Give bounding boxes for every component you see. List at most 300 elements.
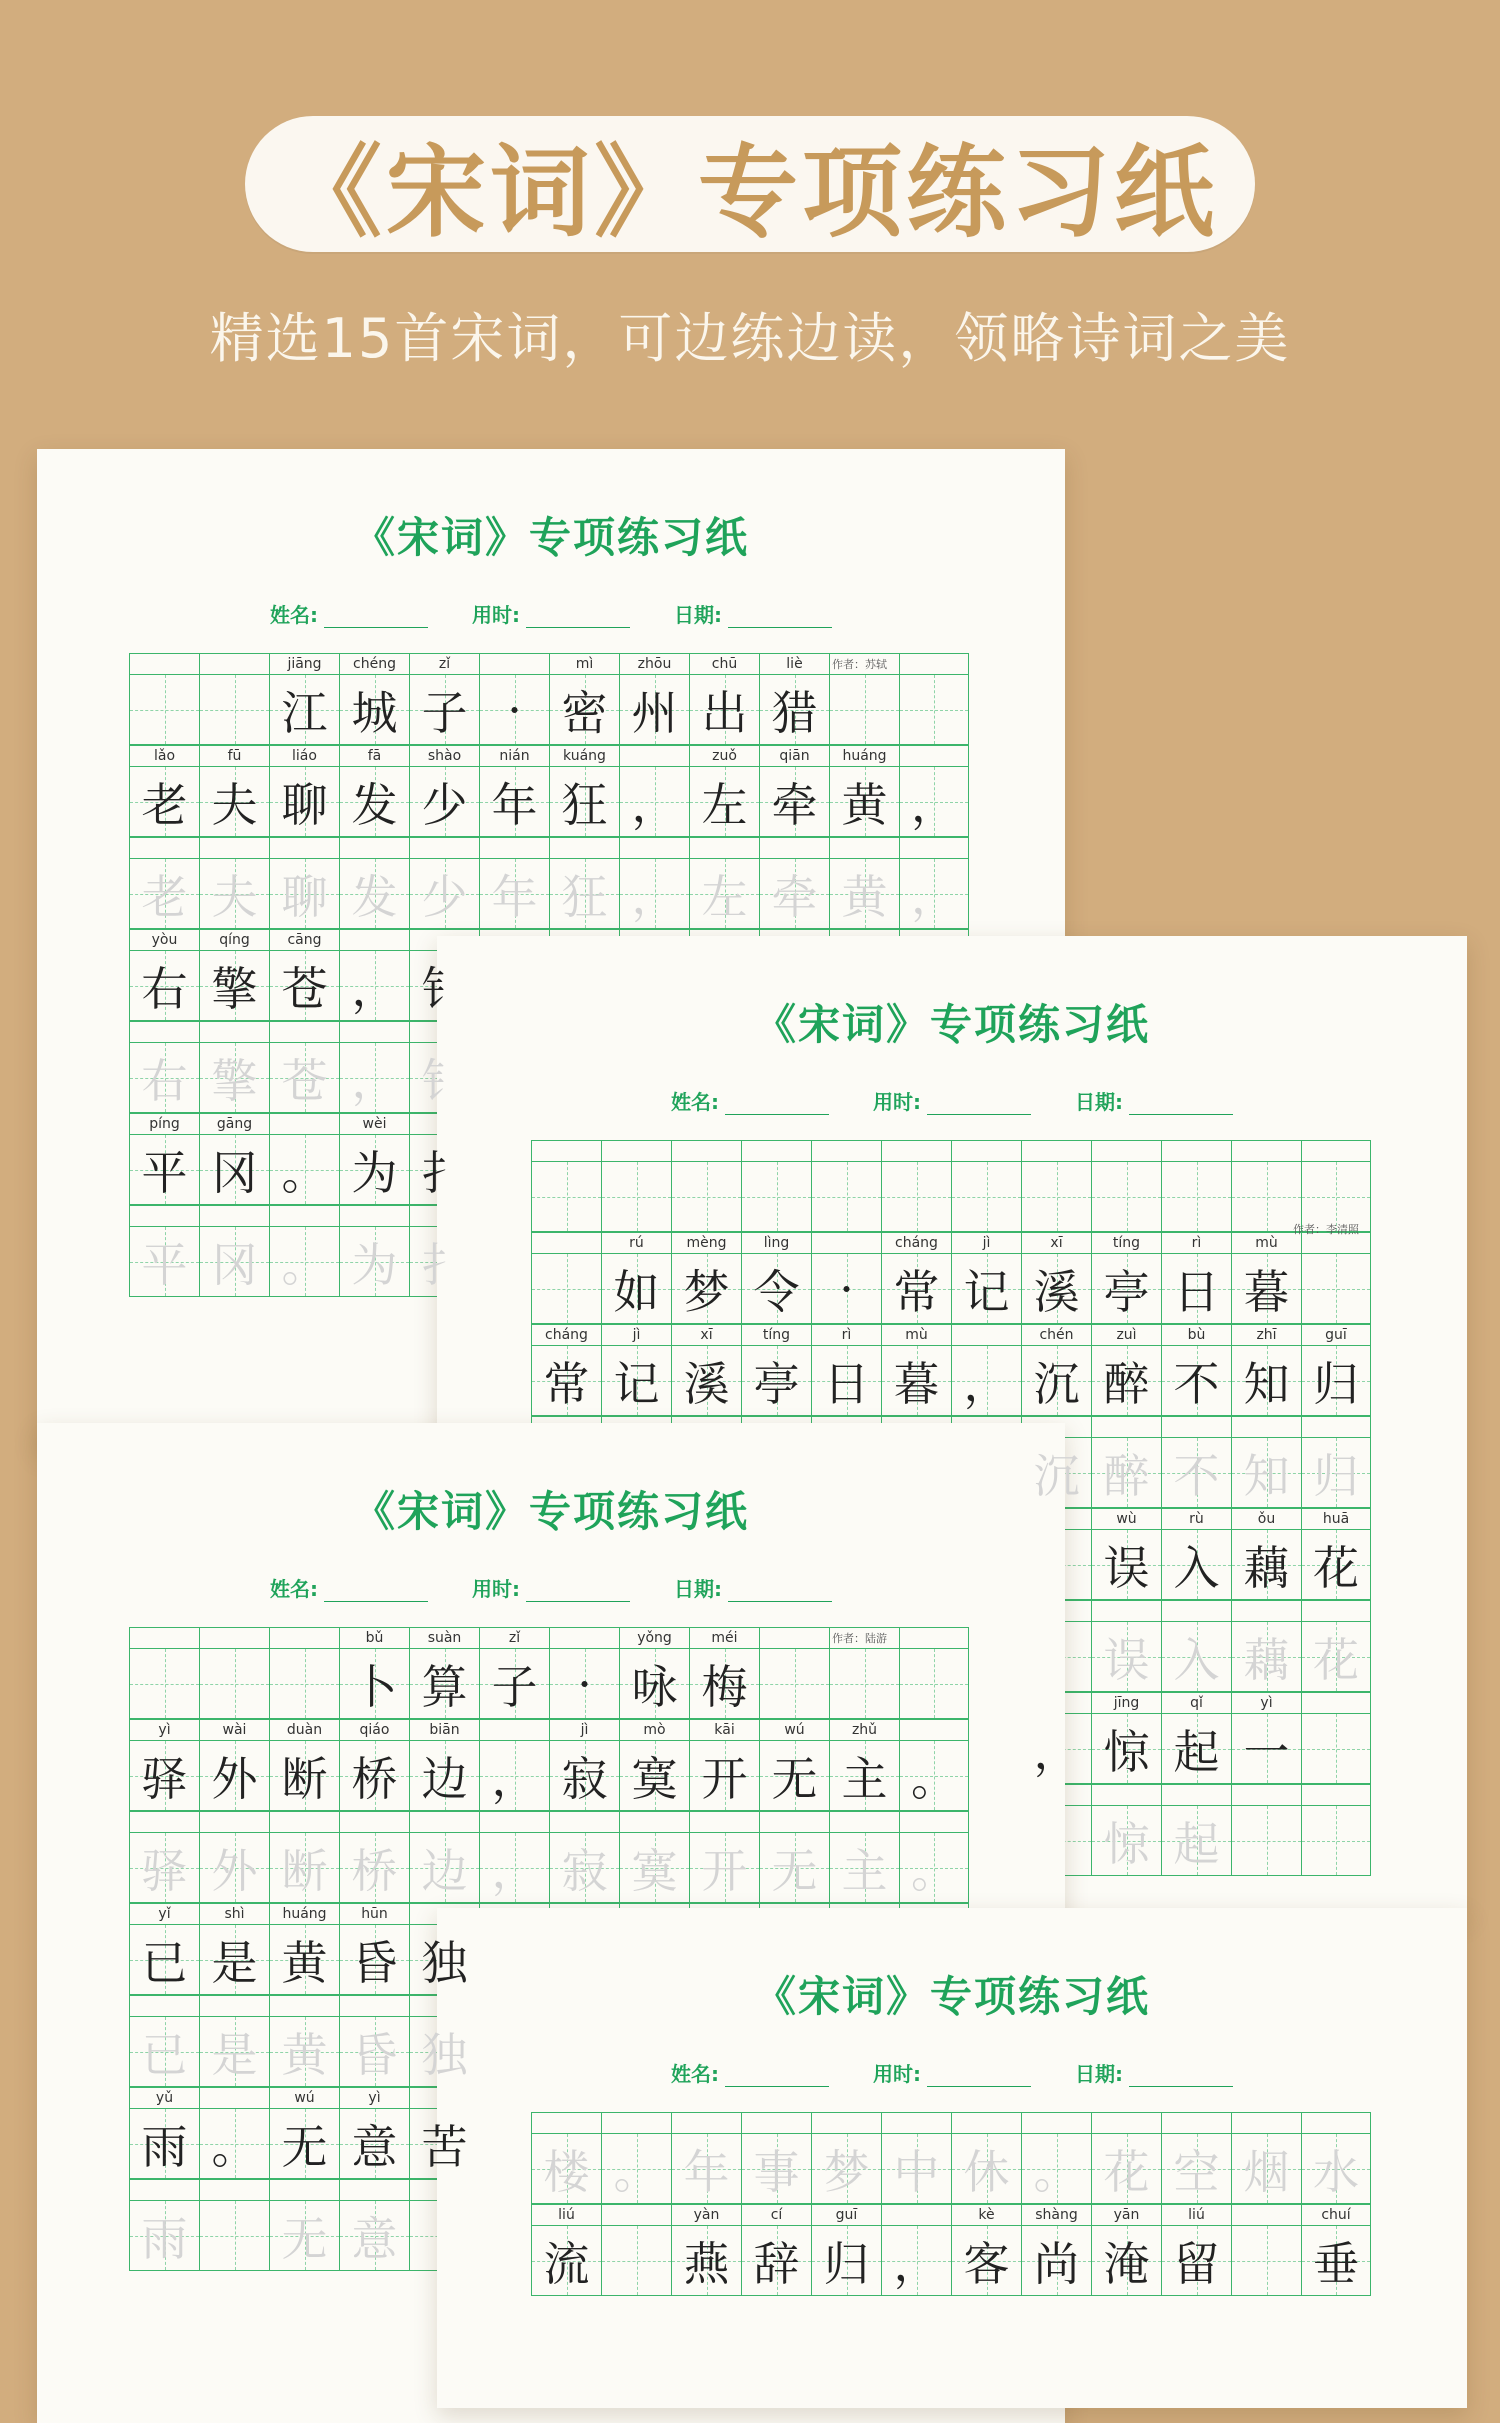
- character-cell[interactable]: [671, 1254, 741, 1324]
- character-cell[interactable]: [409, 675, 479, 745]
- tracing-cell[interactable]: [1301, 1438, 1371, 1508]
- character-cell[interactable]: [199, 1925, 269, 1995]
- pinyin-cell: [1161, 1140, 1231, 1162]
- character-cell[interactable]: [689, 1649, 759, 1719]
- tracing-cell[interactable]: [1301, 2134, 1371, 2204]
- tracing-cell[interactable]: [1091, 1622, 1161, 1692]
- tracing-cell[interactable]: [199, 1227, 269, 1297]
- character-cell[interactable]: [1301, 1254, 1371, 1324]
- character-glyph: 不: [1173, 1448, 1220, 1503]
- pinyin-cell: [601, 2204, 671, 2226]
- character-cell[interactable]: [1021, 1162, 1091, 1232]
- tracing-cell[interactable]: [479, 859, 549, 929]
- tracing-cell[interactable]: [339, 859, 409, 929]
- character-cell[interactable]: [199, 2109, 269, 2179]
- tracing-cell[interactable]: [689, 1833, 759, 1903]
- character-cell[interactable]: [759, 1741, 829, 1811]
- character-cell[interactable]: [129, 1925, 199, 1995]
- pinyin-cell: [479, 1719, 549, 1741]
- character-glyph: 不: [1173, 1356, 1220, 1411]
- character-glyph: 意: [351, 2119, 398, 2174]
- tracing-cell[interactable]: [1161, 1622, 1231, 1692]
- character-glyph: 驿: [141, 1751, 188, 1806]
- date-field[interactable]: 日期:: [674, 1573, 832, 1602]
- character-cell[interactable]: [269, 2109, 339, 2179]
- time-field[interactable]: 用时:: [472, 1573, 630, 1602]
- pinyin-cell: shì: [199, 1903, 269, 1925]
- pinyin-row: [531, 2112, 1371, 2134]
- character-glyph: 雨: [141, 2119, 188, 2174]
- character-cell[interactable]: [671, 1346, 741, 1416]
- character-cell[interactable]: [1231, 1714, 1301, 1784]
- tracing-cell[interactable]: [689, 859, 759, 929]
- character-row: [129, 859, 969, 929]
- character-cell[interactable]: [1091, 1162, 1161, 1232]
- tracing-cell[interactable]: [881, 2134, 951, 2204]
- character-glyph: 藕: [1243, 1632, 1290, 1687]
- tracing-cell[interactable]: [129, 1833, 199, 1903]
- character-cell[interactable]: [531, 2226, 601, 2296]
- tracing-cell[interactable]: [409, 859, 479, 929]
- character-cell[interactable]: [1231, 1346, 1301, 1416]
- pinyin-cell: [129, 1205, 199, 1227]
- tracing-cell[interactable]: [199, 1833, 269, 1903]
- pinyin-cell: [759, 837, 829, 859]
- pinyin-cell: [619, 837, 689, 859]
- character-row: [129, 1649, 969, 1719]
- character-cell[interactable]: [531, 1162, 601, 1232]
- character-cell[interactable]: [479, 1741, 549, 1811]
- tracing-cell[interactable]: [129, 1043, 199, 1113]
- name-field[interactable]: 姓名:: [671, 1086, 829, 1115]
- tracing-cell[interactable]: [531, 2134, 601, 2204]
- pinyin-cell: bù: [1161, 1324, 1231, 1346]
- character-cell[interactable]: [811, 1346, 881, 1416]
- character-cell[interactable]: [129, 951, 199, 1021]
- pinyin-cell: [199, 2179, 269, 2201]
- character-cell[interactable]: [129, 1649, 199, 1719]
- character-glyph: 溪: [1033, 1264, 1080, 1319]
- pinyin-cell: huáng: [829, 745, 899, 767]
- sheet-meta: [37, 1573, 1065, 1602]
- character-glyph: 辞: [753, 2236, 800, 2291]
- character-cell[interactable]: [951, 1346, 1021, 1416]
- tracing-cell[interactable]: [129, 2017, 199, 2087]
- pinyin-cell: [1091, 1140, 1161, 1162]
- tracing-cell[interactable]: [199, 859, 269, 929]
- pinyin-cell: jīng: [1091, 1692, 1161, 1714]
- character-cell[interactable]: [619, 1649, 689, 1719]
- character-glyph: ，: [963, 1356, 1010, 1411]
- character-cell[interactable]: [1231, 1530, 1301, 1600]
- character-cell[interactable]: [829, 1649, 899, 1719]
- character-cell[interactable]: [1161, 1162, 1231, 1232]
- character-cell[interactable]: [881, 1254, 951, 1324]
- character-glyph: ，: [351, 961, 398, 1016]
- character-cell[interactable]: [829, 767, 899, 837]
- character-cell[interactable]: [1091, 1346, 1161, 1416]
- tracing-cell[interactable]: [1231, 1438, 1301, 1508]
- author-label: 作者：李清照: [1293, 1223, 1359, 1236]
- pinyin-cell: xī: [671, 1324, 741, 1346]
- name-field[interactable]: 姓名:: [270, 1573, 428, 1602]
- character-cell[interactable]: [269, 1649, 339, 1719]
- pinyin-cell: [1161, 1600, 1231, 1622]
- character-cell[interactable]: [759, 767, 829, 837]
- tracing-cell[interactable]: [619, 859, 689, 929]
- character-cell[interactable]: [601, 1346, 671, 1416]
- tracing-cell[interactable]: [339, 2201, 409, 2271]
- character-cell[interactable]: [881, 2226, 951, 2296]
- character-row: [531, 2134, 1371, 2204]
- character-glyph: 。: [1033, 2144, 1080, 2199]
- tracing-cell[interactable]: [1301, 1622, 1371, 1692]
- character-row: [129, 767, 969, 837]
- character-cell[interactable]: [479, 1649, 549, 1719]
- tracing-cell[interactable]: [829, 1833, 899, 1903]
- character-cell[interactable]: [741, 1254, 811, 1324]
- tracing-cell[interactable]: [269, 1833, 339, 1903]
- pinyin-row: [129, 837, 969, 859]
- character-glyph: 。: [281, 1237, 328, 1292]
- character-cell[interactable]: [549, 1649, 619, 1719]
- character-cell[interactable]: [1301, 1530, 1371, 1600]
- character-cell[interactable]: [339, 767, 409, 837]
- character-cell[interactable]: [199, 1741, 269, 1811]
- pinyin-cell: tíng: [741, 1324, 811, 1346]
- name-field[interactable]: 姓名:: [270, 599, 428, 628]
- tracing-cell[interactable]: [199, 2017, 269, 2087]
- pinyin-cell: [129, 2179, 199, 2201]
- pinyin-cell: qíng: [199, 929, 269, 951]
- date-field[interactable]: 日期:: [1075, 1086, 1233, 1115]
- character-cell[interactable]: [269, 1925, 339, 1995]
- pinyin-cell: cāng: [269, 929, 339, 951]
- pinyin-cell: [199, 1021, 269, 1043]
- pinyin-cell: mù: [1231, 1232, 1301, 1254]
- character-cell[interactable]: [129, 767, 199, 837]
- character-glyph: 主: [841, 1843, 888, 1898]
- pinyin-cell: bǔ: [339, 1627, 409, 1649]
- character-glyph: 发: [351, 777, 398, 832]
- character-cell[interactable]: [671, 2226, 741, 2296]
- character-cell[interactable]: [549, 675, 619, 745]
- character-cell[interactable]: [741, 1346, 811, 1416]
- character-cell[interactable]: [899, 1649, 969, 1719]
- time-field[interactable]: 用时:: [472, 599, 630, 628]
- pinyin-cell: [899, 1811, 969, 1833]
- pinyin-cell: [339, 1021, 409, 1043]
- character-cell[interactable]: [199, 675, 269, 745]
- character-glyph: 密: [561, 685, 608, 740]
- character-glyph: 咏: [631, 1659, 678, 1714]
- time-field[interactable]: 用时:: [873, 2058, 1031, 2087]
- tracing-cell[interactable]: [269, 1043, 339, 1113]
- pinyin-cell: yòu: [129, 929, 199, 951]
- tracing-cell[interactable]: [1161, 1438, 1231, 1508]
- character-cell[interactable]: [601, 1162, 671, 1232]
- sheet-title: 《宋词》专项练习纸: [753, 1972, 1150, 2021]
- pinyin-cell: [1021, 2112, 1091, 2134]
- character-cell[interactable]: [1301, 1714, 1371, 1784]
- tracing-cell[interactable]: [339, 1043, 409, 1113]
- tracing-cell[interactable]: [811, 2134, 881, 2204]
- character-cell[interactable]: [531, 1254, 601, 1324]
- character-glyph: 为: [351, 1145, 398, 1200]
- character-glyph: 无: [771, 1751, 818, 1806]
- character-cell[interactable]: [1091, 1530, 1161, 1600]
- pinyin-cell: [951, 2112, 1021, 2134]
- character-glyph: 断: [281, 1843, 328, 1898]
- tracing-cell[interactable]: [759, 1833, 829, 1903]
- date-field[interactable]: 日期:: [1075, 2058, 1233, 2087]
- pinyin-cell: fā: [339, 745, 409, 767]
- character-cell[interactable]: [951, 1162, 1021, 1232]
- character-cell[interactable]: [339, 1135, 409, 1205]
- character-cell[interactable]: [951, 1254, 1021, 1324]
- character-glyph: 扌: [421, 1145, 468, 1200]
- character-cell[interactable]: [1021, 2226, 1091, 2296]
- character-cell[interactable]: [199, 951, 269, 1021]
- character-cell[interactable]: [741, 2226, 811, 2296]
- tracing-cell[interactable]: [1231, 2134, 1301, 2204]
- character-glyph: 江: [281, 685, 328, 740]
- character-cell[interactable]: [549, 1741, 619, 1811]
- character-cell[interactable]: [881, 1162, 951, 1232]
- character-cell[interactable]: [479, 767, 549, 837]
- pinyin-cell: [1231, 2204, 1301, 2226]
- tracing-cell[interactable]: [129, 2201, 199, 2271]
- character-glyph: 醉: [1103, 1448, 1150, 1503]
- character-glyph: 少: [421, 777, 468, 832]
- tracing-cell[interactable]: [269, 2017, 339, 2087]
- tracing-cell[interactable]: [199, 1043, 269, 1113]
- tracing-cell[interactable]: [339, 1227, 409, 1297]
- character-cell[interactable]: [339, 1741, 409, 1811]
- pinyin-cell: [1301, 1784, 1371, 1806]
- character-glyph: 子: [421, 685, 468, 740]
- tracing-cell[interactable]: [269, 2201, 339, 2271]
- character-glyph: 为: [351, 1237, 398, 1292]
- character-glyph: 外: [211, 1751, 258, 1806]
- tracing-cell[interactable]: [339, 1833, 409, 1903]
- tracing-cell[interactable]: [619, 1833, 689, 1903]
- character-cell[interactable]: [1021, 1254, 1091, 1324]
- pinyin-cell: yǒng: [619, 1627, 689, 1649]
- character-cell[interactable]: [1301, 1346, 1371, 1416]
- tracing-cell[interactable]: [1021, 2134, 1091, 2204]
- character-cell[interactable]: [1231, 1254, 1301, 1324]
- character-cell[interactable]: [689, 1741, 759, 1811]
- tracing-cell[interactable]: [1231, 1806, 1301, 1876]
- character-glyph: 聊: [281, 869, 328, 924]
- time-field[interactable]: 用时:: [873, 1086, 1031, 1115]
- pinyin-cell: [129, 1021, 199, 1043]
- character-cell[interactable]: [339, 675, 409, 745]
- character-cell[interactable]: [689, 675, 759, 745]
- character-cell[interactable]: [409, 767, 479, 837]
- character-row: [129, 1833, 969, 1903]
- pinyin-cell: [269, 1113, 339, 1135]
- pinyin-cell: méi: [689, 1627, 759, 1649]
- author-label: 作者：陆游: [832, 1632, 887, 1645]
- tracing-cell[interactable]: [479, 1833, 549, 1903]
- tracing-cell[interactable]: [899, 859, 969, 929]
- tracing-cell[interactable]: [199, 2201, 269, 2271]
- tracing-cell[interactable]: [759, 859, 829, 929]
- character-cell[interactable]: [1161, 1346, 1231, 1416]
- tracing-cell[interactable]: [409, 1833, 479, 1903]
- pinyin-cell: [1231, 2112, 1301, 2134]
- character-glyph: 夫: [211, 869, 258, 924]
- character-cell[interactable]: [759, 1649, 829, 1719]
- character-cell[interactable]: [671, 1162, 741, 1232]
- pinyin-cell: qiān: [759, 745, 829, 767]
- character-cell[interactable]: [1091, 1254, 1161, 1324]
- tracing-cell[interactable]: [269, 859, 339, 929]
- character-glyph: 沉: [1033, 1356, 1080, 1411]
- character-cell[interactable]: [881, 1346, 951, 1416]
- pinyin-cell: [811, 1232, 881, 1254]
- character-glyph: 常: [543, 1356, 590, 1411]
- character-cell[interactable]: [619, 767, 689, 837]
- pinyin-cell: [1231, 1600, 1301, 1622]
- character-glyph: 知: [1243, 1356, 1290, 1411]
- tracing-cell[interactable]: [129, 1227, 199, 1297]
- character-cell[interactable]: [339, 1925, 409, 1995]
- character-cell[interactable]: [1231, 1162, 1301, 1232]
- character-cell[interactable]: [1161, 1714, 1231, 1784]
- character-cell[interactable]: [269, 951, 339, 1021]
- tracing-cell[interactable]: [1091, 1806, 1161, 1876]
- character-cell[interactable]: [1091, 1714, 1161, 1784]
- character-cell[interactable]: [531, 1346, 601, 1416]
- character-cell[interactable]: [899, 675, 969, 745]
- character-glyph: 已: [141, 1935, 188, 1990]
- character-cell[interactable]: [899, 767, 969, 837]
- tracing-cell[interactable]: [1091, 2134, 1161, 2204]
- character-glyph: 寂: [561, 1843, 608, 1898]
- character-cell[interactable]: [409, 1741, 479, 1811]
- character-cell[interactable]: [129, 675, 199, 745]
- pinyin-cell: píng: [129, 1113, 199, 1135]
- character-row: [531, 1254, 1371, 1324]
- tracing-cell[interactable]: [601, 2134, 671, 2204]
- character-cell[interactable]: [601, 2226, 671, 2296]
- character-cell[interactable]: [1091, 2226, 1161, 2296]
- tracing-cell[interactable]: [1161, 2134, 1231, 2204]
- character-glyph: 牵: [771, 777, 818, 832]
- character-cell[interactable]: [1161, 2226, 1231, 2296]
- character-cell[interactable]: [1161, 1254, 1231, 1324]
- pinyin-cell: [1231, 1416, 1301, 1438]
- pinyin-cell: rù: [1161, 1508, 1231, 1530]
- character-cell[interactable]: [829, 675, 899, 745]
- character-cell[interactable]: [339, 1649, 409, 1719]
- character-cell[interactable]: [549, 767, 619, 837]
- pinyin-cell: chén: [1021, 1324, 1091, 1346]
- tracing-cell[interactable]: [339, 2017, 409, 2087]
- character-glyph: 桥: [351, 1751, 398, 1806]
- character-cell[interactable]: [269, 767, 339, 837]
- character-cell[interactable]: [199, 1649, 269, 1719]
- character-cell[interactable]: [1301, 2226, 1371, 2296]
- character-glyph: 误: [1103, 1540, 1150, 1595]
- tracing-cell[interactable]: [951, 2134, 1021, 2204]
- character-cell[interactable]: [269, 1741, 339, 1811]
- pinyin-cell: zuì: [1091, 1324, 1161, 1346]
- character-cell[interactable]: [741, 1162, 811, 1232]
- pinyin-cell: hūn: [339, 1903, 409, 1925]
- character-glyph: ，: [1033, 1724, 1080, 1779]
- tracing-cell[interactable]: [741, 2134, 811, 2204]
- character-cell[interactable]: [409, 1649, 479, 1719]
- tracing-cell[interactable]: [1091, 1438, 1161, 1508]
- character-cell[interactable]: [619, 675, 689, 745]
- character-cell[interactable]: [811, 1254, 881, 1324]
- pinyin-cell: [199, 653, 269, 675]
- character-glyph: 断: [281, 1751, 328, 1806]
- pinyin-cell: jì: [951, 1232, 1021, 1254]
- pinyin-cell: shào: [409, 745, 479, 767]
- tracing-cell[interactable]: [1161, 1806, 1231, 1876]
- character-glyph: 擎: [211, 1053, 258, 1108]
- character-cell[interactable]: [759, 675, 829, 745]
- character-cell[interactable]: [951, 2226, 1021, 2296]
- character-glyph: 归: [1313, 1356, 1359, 1411]
- tracing-cell[interactable]: [549, 1833, 619, 1903]
- tracing-cell[interactable]: [549, 859, 619, 929]
- tracing-cell[interactable]: [829, 859, 899, 929]
- character-cell[interactable]: [199, 1135, 269, 1205]
- character-cell[interactable]: [199, 767, 269, 837]
- pinyin-cell: [689, 1811, 759, 1833]
- tracing-cell[interactable]: [1301, 1806, 1371, 1876]
- tracing-cell[interactable]: [671, 2134, 741, 2204]
- pinyin-cell: jì: [549, 1719, 619, 1741]
- character-cell[interactable]: [339, 951, 409, 1021]
- tracing-cell[interactable]: [129, 859, 199, 929]
- tracing-cell[interactable]: [269, 1227, 339, 1297]
- character-cell[interactable]: [129, 2109, 199, 2179]
- character-cell[interactable]: [1231, 2226, 1301, 2296]
- character-cell[interactable]: [1021, 1346, 1091, 1416]
- character-cell[interactable]: [829, 1741, 899, 1811]
- hero-subtitle: 精选15首宋词，可边练边读，领略诗词之美: [209, 307, 1291, 370]
- character-cell[interactable]: [619, 1741, 689, 1811]
- tracing-cell[interactable]: [899, 1833, 969, 1903]
- character-cell[interactable]: [269, 675, 339, 745]
- character-cell[interactable]: [129, 1135, 199, 1205]
- name-field[interactable]: 姓名:: [671, 2058, 829, 2087]
- character-cell[interactable]: [1161, 1530, 1231, 1600]
- pinyin-cell: [671, 2112, 741, 2134]
- character-glyph: ·: [577, 1656, 592, 1711]
- character-cell[interactable]: [269, 1135, 339, 1205]
- character-cell[interactable]: [899, 1741, 969, 1811]
- character-cell[interactable]: [339, 2109, 409, 2179]
- tracing-cell[interactable]: [1231, 1622, 1301, 1692]
- character-cell[interactable]: [129, 1741, 199, 1811]
- character-cell[interactable]: [479, 675, 549, 745]
- pinyin-cell: [269, 1021, 339, 1043]
- date-field[interactable]: 日期:: [674, 599, 832, 628]
- character-glyph: 亭: [753, 1356, 800, 1411]
- character-cell[interactable]: [811, 1162, 881, 1232]
- character-cell[interactable]: [689, 767, 759, 837]
- character-cell[interactable]: [811, 2226, 881, 2296]
- character-cell[interactable]: [601, 1254, 671, 1324]
